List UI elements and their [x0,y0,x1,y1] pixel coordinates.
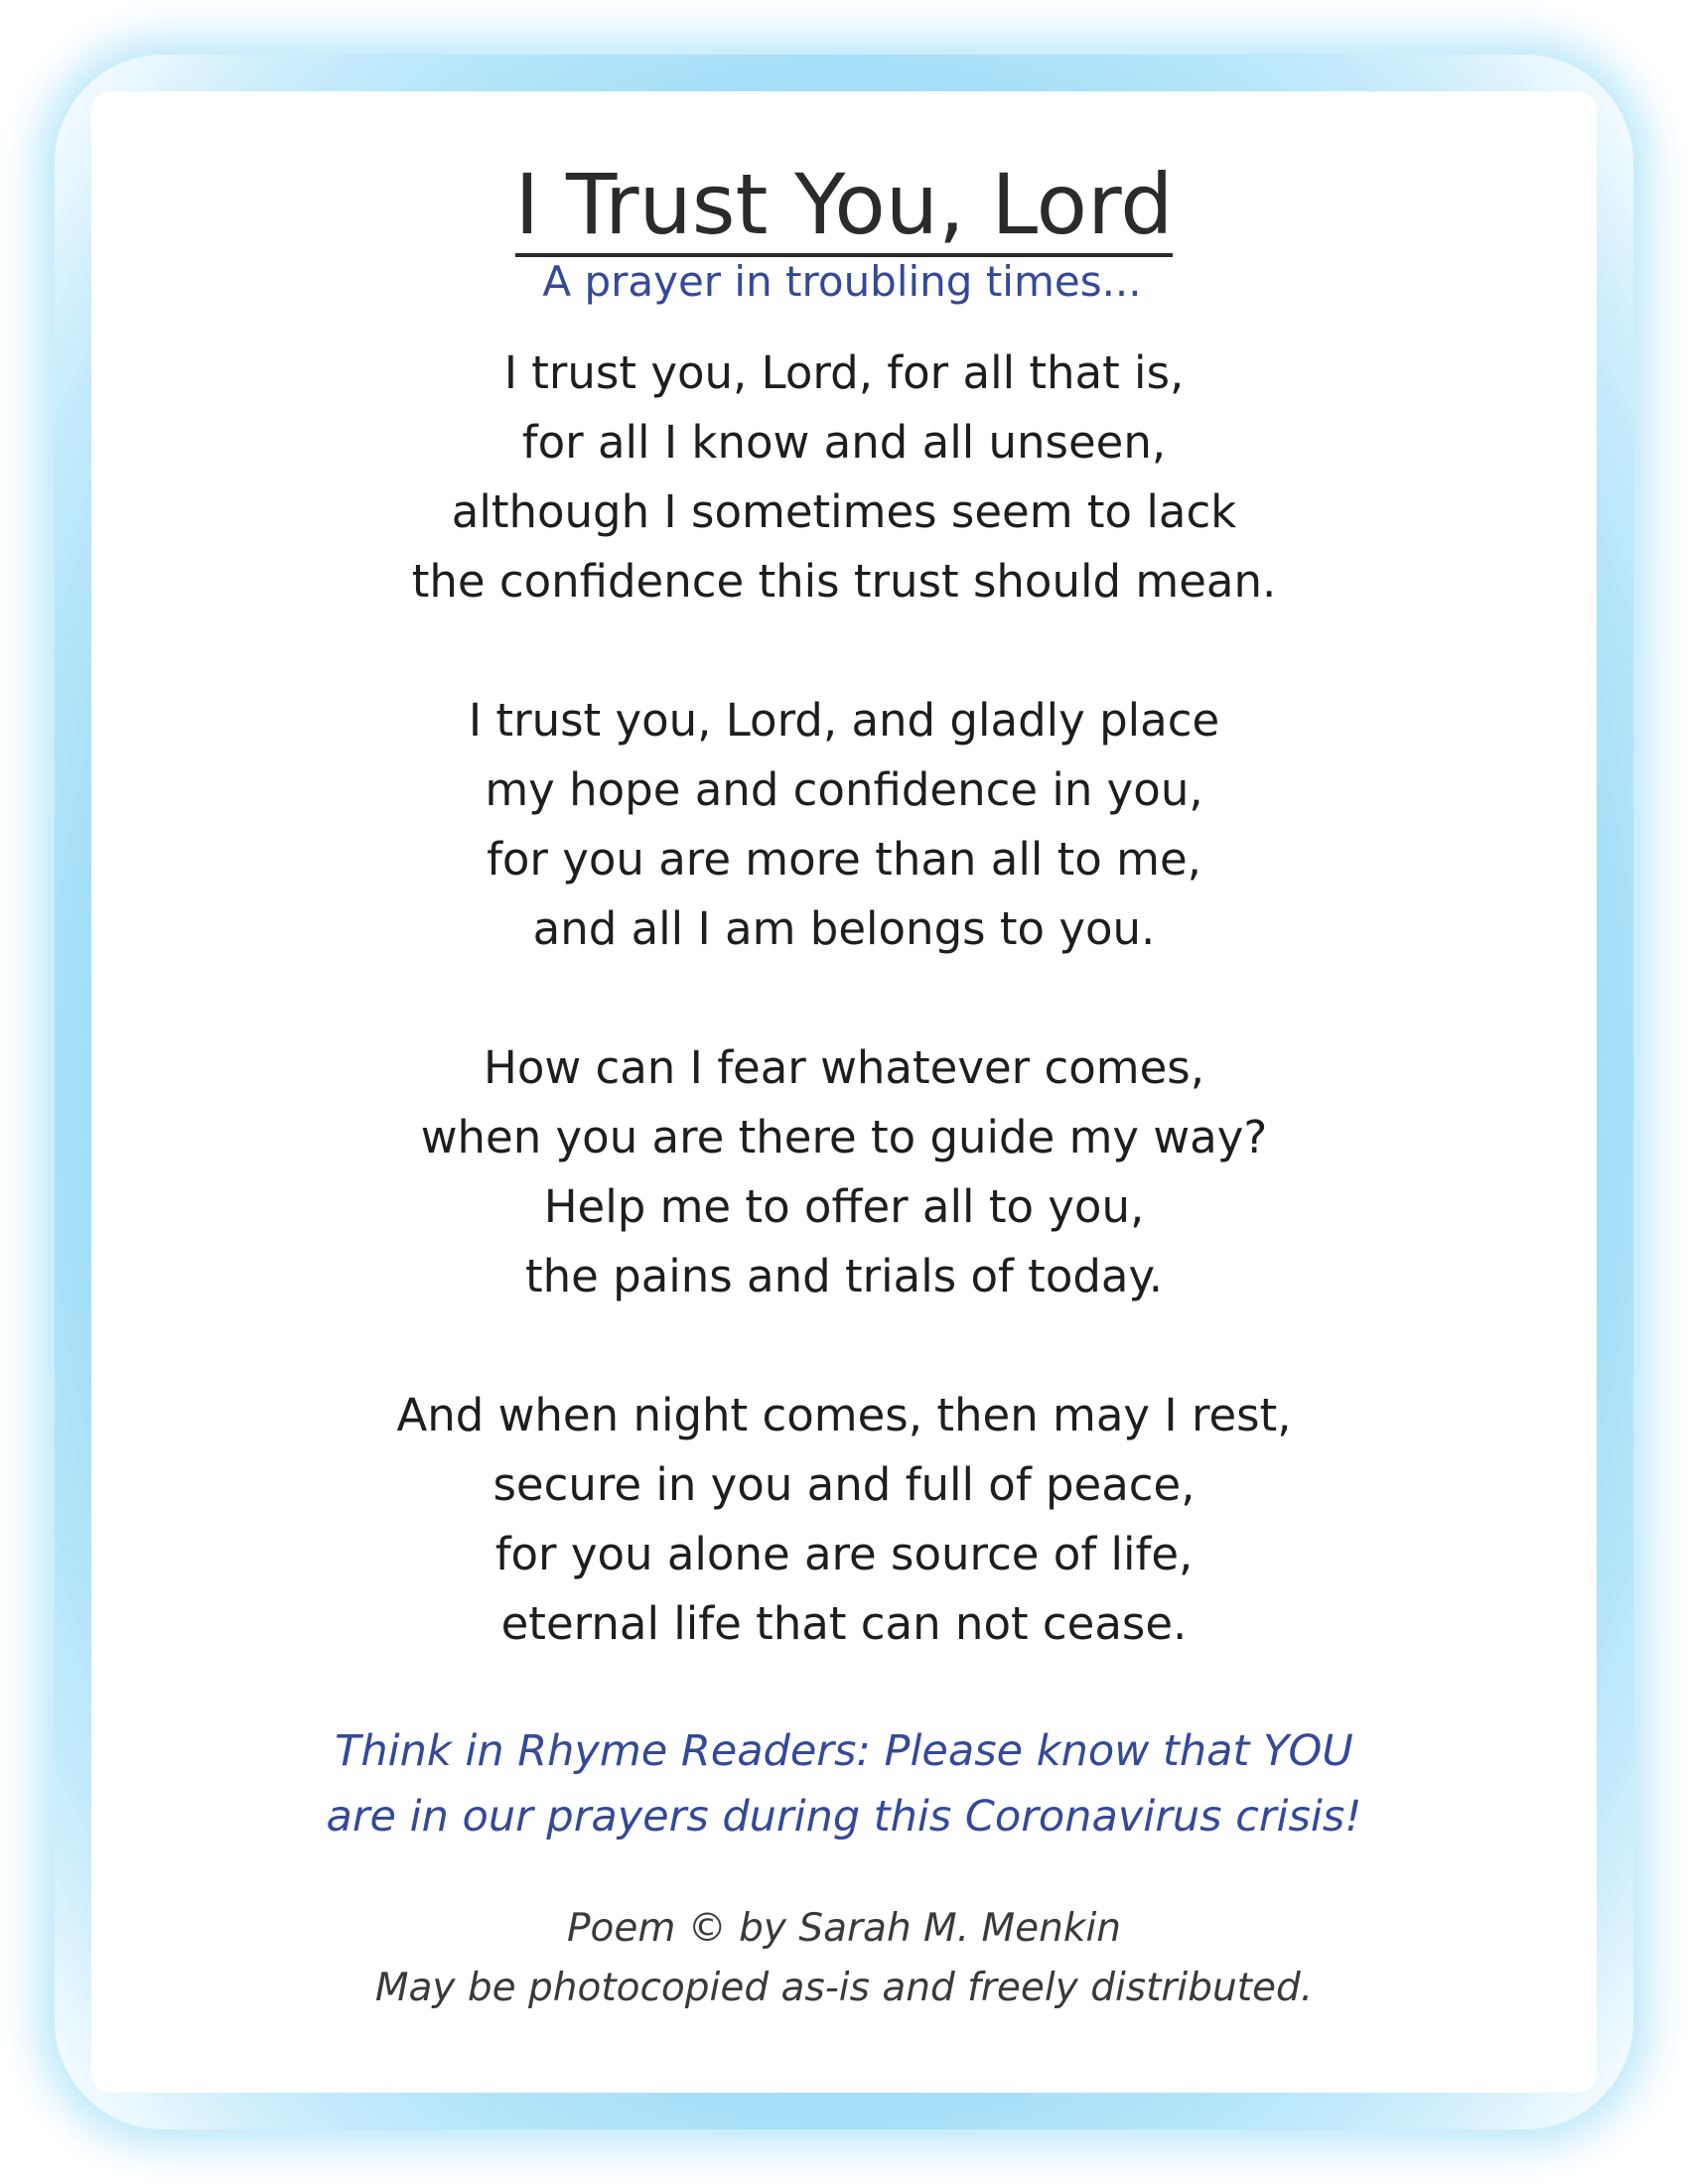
poem-line: the pains and trials of today. [524,1249,1164,1302]
poem-line: And when night comes, then may I rest, [396,1388,1292,1441]
poem-content [91,91,1597,2018]
poem-line: secure in you and full of peace, [492,1457,1196,1511]
poem-line: my hope and confidence in you, [485,762,1203,816]
poem-line: for you are more than all to me, [487,832,1201,886]
stanza-2 [91,686,1597,964]
poem-line: I trust you, Lord, for all that is, [503,345,1185,399]
stanza-4 [91,1381,1597,1659]
page-title [91,156,1597,253]
poem-line: Help me to offer all to you, [543,1179,1145,1233]
credit-line: Poem © by Sarah M. Menkin [566,1905,1122,1951]
poem-line: I trust you, Lord, and gladly place [468,693,1220,747]
poem-line: eternal life that can not cease. [500,1596,1188,1650]
note-line: Think in Rhyme Readers: Please know that YOU [335,1725,1353,1776]
title-text: I Trust You, Lord [515,156,1174,257]
poem-line: How can I fear whatever comes, [484,1040,1204,1094]
note-line: are in our prayers during this Coronavirus crisis! [326,1791,1362,1842]
poem-line: for all I know and all unseen, [521,415,1167,469]
poem-line: when you are there to guide my way? [420,1110,1268,1163]
credit-line: May be photocopied as-is and freely distributed. [374,1965,1314,2010]
poem-line: for you alone are source of life, [494,1527,1194,1580]
stanza-3 [91,1033,1597,1311]
reader-note [91,1718,1597,1849]
copyright-credit [91,1899,1597,2018]
poem-line: although I sometimes seem to lack [451,484,1237,538]
stanza-1 [91,339,1597,616]
poem-line: and all I am belongs to you. [532,901,1156,955]
subtitle: A prayer in troubling times... [542,257,1142,307]
poem-line: the confidence this trust should mean. [411,554,1277,608]
